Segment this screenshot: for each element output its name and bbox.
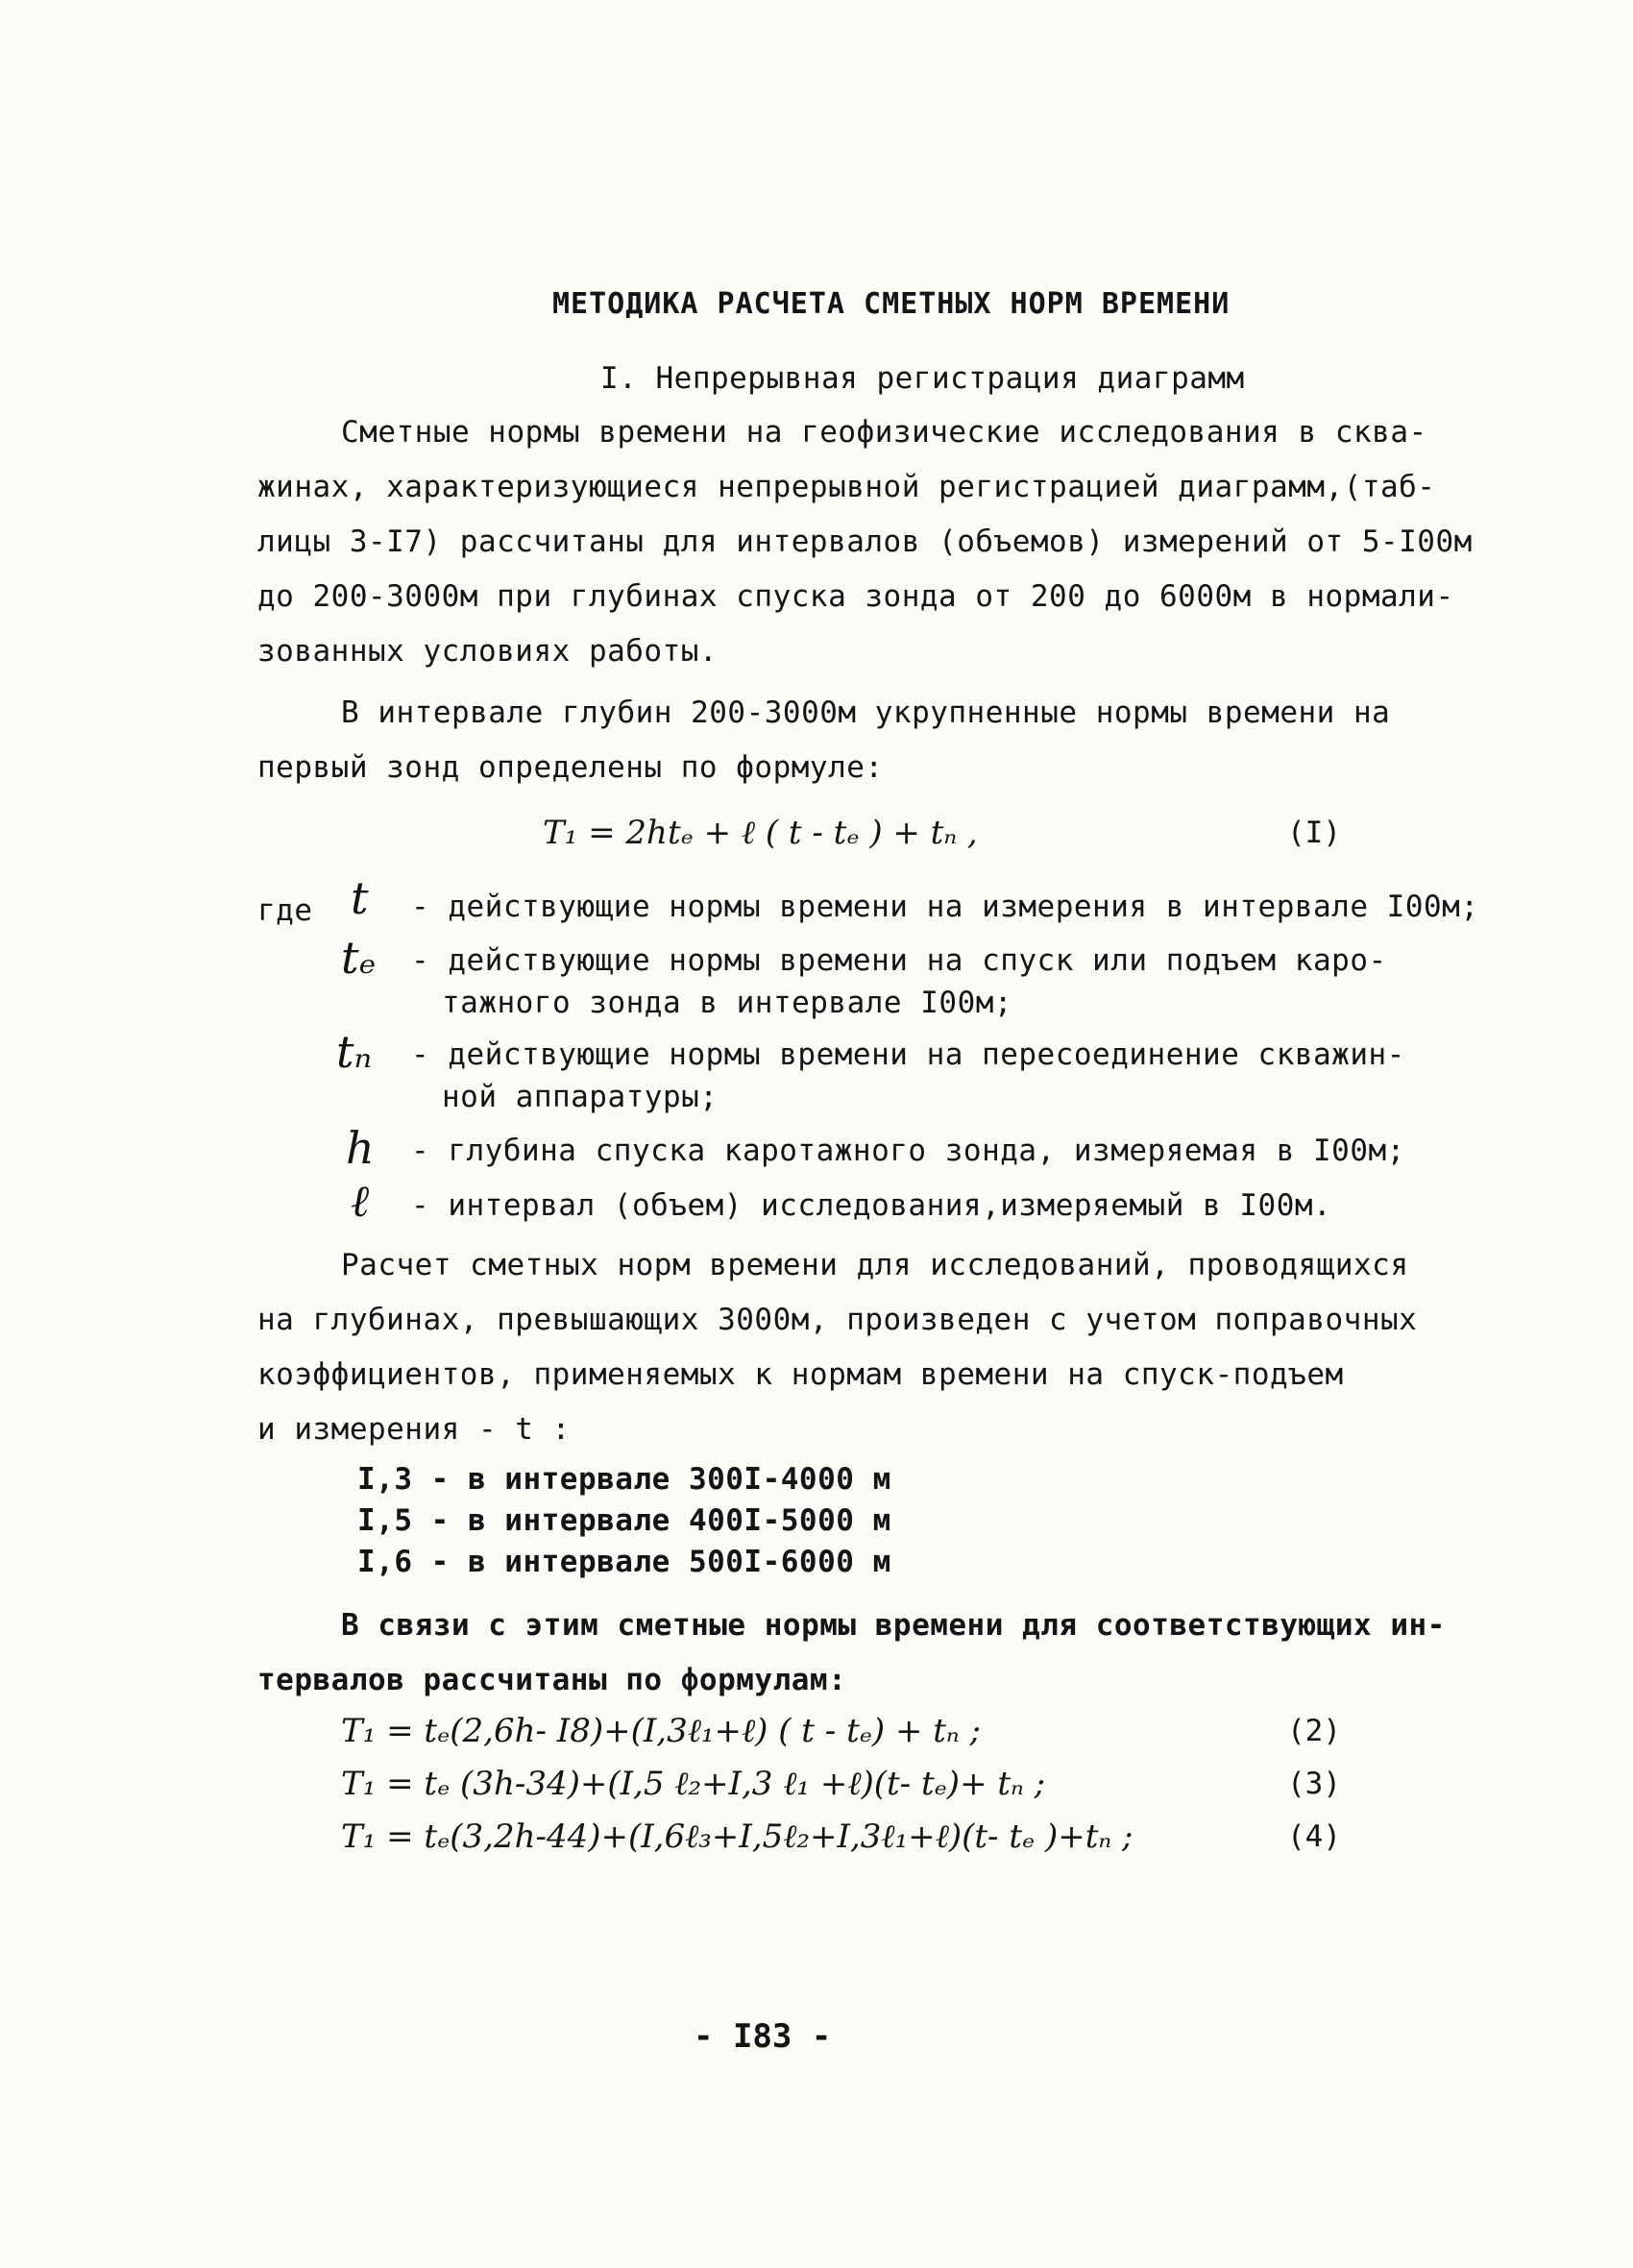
formula-4 [341,1816,1133,1858]
formula-2-text: T₁ = tₑ(2,6h- I8)+(I,3ℓ₁+ℓ) ( t - tₑ) + tₙ ; [341,1712,981,1750]
definition-symbol: tₑ [341,932,377,984]
definition-line: - интервал (объем) исследования,измеряемый в I00м. [411,1188,1332,1223]
formula-1-text: T₁ = 2htₑ + ℓ ( t - tₑ ) + tₙ , [543,814,978,852]
paragraph3-line3: коэффициентов, применяемых к нормам времени на спуск-подъем [257,1357,1344,1392]
definition-symbol: ℓ [351,1175,370,1227]
formula-3-number: (3) [1287,1767,1341,1801]
formula-2 [341,1710,981,1752]
paragraph3-line2: на глубинах, превышающих 3000м, произведен с учетом поправочных [257,1303,1418,1337]
coefficient-item: I,3 - в интервале 300I-4000 м [357,1462,891,1497]
paragraph1-line2: жинах, характеризующиеся непрерывной регистрацией диаграмм,(таб- [257,470,1436,504]
definition-line: ной аппаратуры; [442,1080,719,1114]
where-label: где [257,893,313,928]
formula-4-number: (4) [1287,1819,1341,1854]
definition-symbol: h [346,1122,375,1174]
formula-2-number: (2) [1287,1714,1341,1748]
definition-symbol: t [351,872,369,924]
formula-3-text: T₁ = tₑ (3h-34)+(I,5 ℓ₂+I,3 ℓ₁ +ℓ)(t- tₑ)+ tₙ ; [341,1765,1046,1803]
paragraph3-line4: и измерения - t : [257,1412,571,1447]
coefficient-item: I,6 - в интервале 500I-6000 м [357,1545,891,1579]
section-heading: I. Непрерывная регистрация диаграмм [600,361,1245,396]
definition-line: - действующие нормы времени на спуск или подъем каро- [411,943,1387,978]
formula-1-number: (I) [1287,816,1341,850]
paragraph4-line1: В связи с этим сметные нормы времени для соответствующих ин- [341,1608,1446,1643]
coefficient-item: I,5 - в интервале 400I-5000 м [357,1503,891,1538]
definition-symbol: tₙ [336,1026,373,1078]
paragraph3-line1: Расчет сметных норм времени для исследований, проводящихся [341,1248,1409,1282]
definition-line: тажного зонда в интервале I00м; [442,986,1013,1020]
page-title: МЕТОДИКА РАСЧЕТА СМЕТНЫХ НОРМ ВРЕМЕНИ [552,287,1231,321]
formula-1 [543,812,978,854]
definition-line: - действующие нормы времени на измерения в интервале I00м; [411,890,1479,924]
paragraph1-line5: зованных условиях работы. [257,634,719,669]
paragraph1-line4: до 200-3000м при глубинах спуска зонда от 200 до 6000м в нормали- [257,579,1454,614]
page-number: - I83 - [694,2017,832,2056]
formula-3 [341,1763,1045,1805]
formula-4-text: T₁ = tₑ(3,2h-44)+(I,6ℓ₃+I,5ℓ₂+I,3ℓ₁+ℓ)(t- tₑ )+tₙ ; [341,1817,1133,1856]
paragraph4-line2: тервалов рассчитаны по формулам: [257,1663,847,1697]
paragraph2-line2: первый зонд определены по формуле: [257,750,884,785]
paragraph1-line3: лицы 3-I7) рассчитаны для интервалов (объемов) измерений от 5-I00м [257,524,1473,559]
definition-line: - глубина спуска каротажного зонда, измеряемая в I00м; [411,1134,1405,1168]
paragraph2-line1: В интервале глубин 200-3000м укрупненные нормы времени на [341,695,1391,730]
definition-line: - действующие нормы времени на пересоединение скважин- [411,1037,1405,1072]
paragraph1-line1: Сметные нормы времени на геофизические исследования в сква- [341,415,1427,450]
